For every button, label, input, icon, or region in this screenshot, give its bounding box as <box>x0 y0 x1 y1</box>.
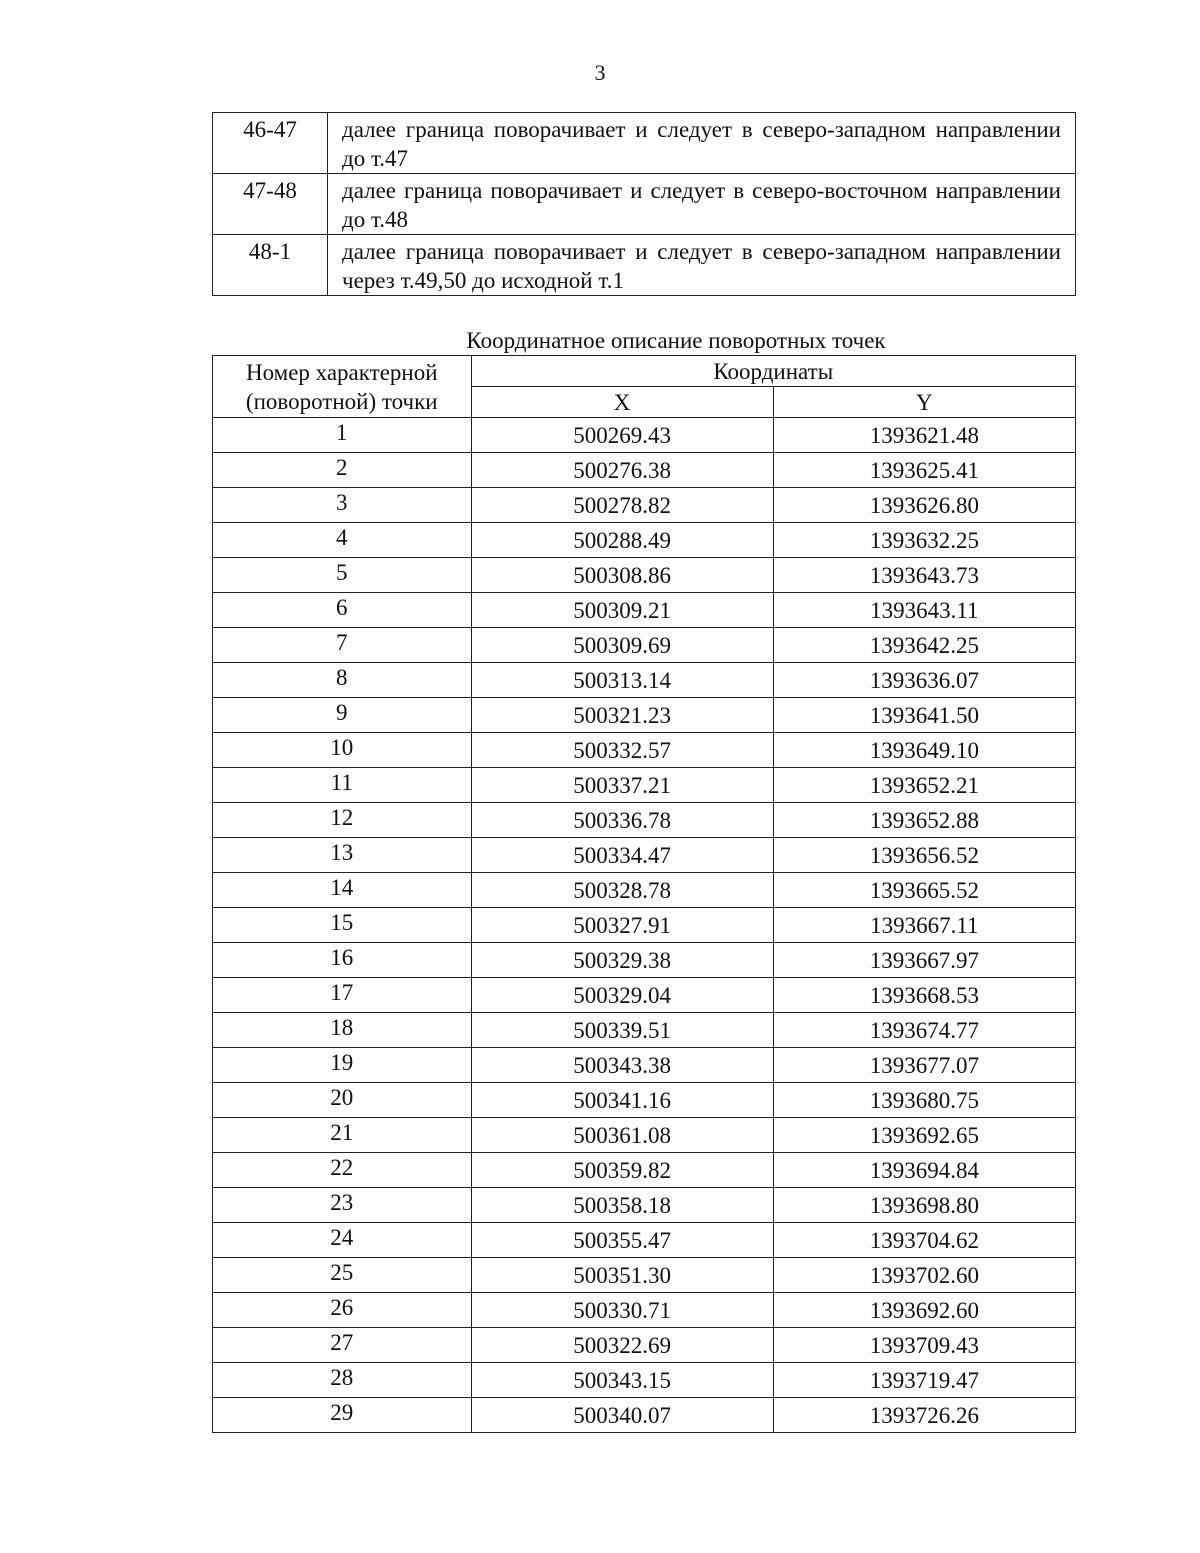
x-coordinate-cell: 500351.30 <box>471 1258 773 1293</box>
x-coordinate-cell: 500339.51 <box>471 1013 773 1048</box>
y-coordinate-cell: 1393680.75 <box>773 1083 1075 1118</box>
coordinate-row <box>213 1398 1076 1433</box>
coordinate-row <box>213 663 1076 698</box>
boundary-row <box>213 113 1076 174</box>
point-number-cell: 11 <box>213 768 472 803</box>
x-coordinate-cell: 500343.15 <box>471 1363 773 1398</box>
y-column-header: Y <box>773 387 1075 418</box>
point-number-cell: 18 <box>213 1013 472 1048</box>
coordinate-row <box>213 803 1076 838</box>
coordinate-row <box>213 418 1076 453</box>
coordinate-row <box>213 1188 1076 1223</box>
x-column-header: X <box>471 387 773 418</box>
y-coordinate-cell: 1393649.10 <box>773 733 1075 768</box>
coordinate-row <box>213 768 1076 803</box>
point-number-cell: 3 <box>213 488 472 523</box>
x-coordinate-cell: 500328.78 <box>471 873 773 908</box>
boundary-segment: 46-47 <box>213 113 328 174</box>
y-coordinate-cell: 1393636.07 <box>773 663 1075 698</box>
x-coordinate-cell: 500332.57 <box>471 733 773 768</box>
coordinate-row <box>213 1258 1076 1293</box>
point-number-cell: 9 <box>213 698 472 733</box>
coordinate-row <box>213 593 1076 628</box>
y-coordinate-cell: 1393694.84 <box>773 1153 1075 1188</box>
y-coordinate-cell: 1393665.52 <box>773 873 1075 908</box>
point-number-cell: 6 <box>213 593 472 628</box>
point-number-cell: 8 <box>213 663 472 698</box>
y-coordinate-cell: 1393643.11 <box>773 593 1075 628</box>
x-coordinate-cell: 500361.08 <box>471 1118 773 1153</box>
x-coordinate-cell: 500329.38 <box>471 943 773 978</box>
coordinate-row <box>213 1118 1076 1153</box>
coordinate-row <box>213 1013 1076 1048</box>
point-number-cell: 29 <box>213 1398 472 1433</box>
y-coordinate-cell: 1393626.80 <box>773 488 1075 523</box>
x-coordinate-cell: 500341.16 <box>471 1083 773 1118</box>
point-number-cell: 12 <box>213 803 472 838</box>
coordinate-row <box>213 1363 1076 1398</box>
x-coordinate-cell: 500334.47 <box>471 838 773 873</box>
point-number-cell: 21 <box>213 1118 472 1153</box>
x-coordinate-cell: 500330.71 <box>471 1293 773 1328</box>
y-coordinate-cell: 1393652.21 <box>773 768 1075 803</box>
x-coordinate-cell: 500322.69 <box>471 1328 773 1363</box>
point-number-cell: 25 <box>213 1258 472 1293</box>
boundary-row <box>213 174 1076 235</box>
coordinate-row <box>213 558 1076 593</box>
coordinate-row <box>213 1328 1076 1363</box>
x-coordinate-cell: 500309.69 <box>471 628 773 663</box>
coordinate-row <box>213 1153 1076 1188</box>
point-number-cell: 27 <box>213 1328 472 1363</box>
point-number-cell: 2 <box>213 453 472 488</box>
coordinate-row <box>213 1223 1076 1258</box>
point-number-cell: 17 <box>213 978 472 1013</box>
coordinates-group-header: Координаты <box>471 356 1076 387</box>
x-coordinate-cell: 500288.49 <box>471 523 773 558</box>
x-coordinate-cell: 500327.91 <box>471 908 773 943</box>
point-number-header-line2: (поворотной) точки <box>245 388 438 414</box>
y-coordinate-cell: 1393692.60 <box>773 1293 1075 1328</box>
point-number-cell: 23 <box>213 1188 472 1223</box>
coordinate-row <box>213 628 1076 663</box>
x-coordinate-cell: 500269.43 <box>471 418 773 453</box>
y-coordinate-cell: 1393692.65 <box>773 1118 1075 1153</box>
coordinate-row <box>213 453 1076 488</box>
boundary-segment: 48-1 <box>213 235 328 296</box>
point-number-cell: 14 <box>213 873 472 908</box>
boundary-description-table <box>212 112 1076 296</box>
coordinate-row <box>213 1293 1076 1328</box>
coordinate-row <box>213 873 1076 908</box>
point-number-cell: 10 <box>213 733 472 768</box>
coordinate-row <box>213 838 1076 873</box>
y-coordinate-cell: 1393702.60 <box>773 1258 1075 1293</box>
y-coordinate-cell: 1393704.62 <box>773 1223 1075 1258</box>
point-number-cell: 13 <box>213 838 472 873</box>
boundary-row <box>213 235 1076 296</box>
y-coordinate-cell: 1393698.80 <box>773 1188 1075 1223</box>
y-coordinate-cell: 1393625.41 <box>773 453 1075 488</box>
y-coordinate-cell: 1393709.43 <box>773 1328 1075 1363</box>
point-number-cell: 28 <box>213 1363 472 1398</box>
y-coordinate-cell: 1393668.53 <box>773 978 1075 1013</box>
x-coordinate-cell: 500321.23 <box>471 698 773 733</box>
x-coordinate-cell: 500358.18 <box>471 1188 773 1223</box>
coordinates-table <box>212 355 1076 1433</box>
y-coordinate-cell: 1393641.50 <box>773 698 1075 733</box>
y-coordinate-cell: 1393677.07 <box>773 1048 1075 1083</box>
point-number-cell: 4 <box>213 523 472 558</box>
point-number-cell: 26 <box>213 1293 472 1328</box>
point-number-cell: 16 <box>213 943 472 978</box>
x-coordinate-cell: 500329.04 <box>471 978 773 1013</box>
x-coordinate-cell: 500308.86 <box>471 558 773 593</box>
y-coordinate-cell: 1393674.77 <box>773 1013 1075 1048</box>
x-coordinate-cell: 500278.82 <box>471 488 773 523</box>
y-coordinate-cell: 1393652.88 <box>773 803 1075 838</box>
point-number-cell: 19 <box>213 1048 472 1083</box>
y-coordinate-cell: 1393632.25 <box>773 523 1075 558</box>
y-coordinate-cell: 1393642.25 <box>773 628 1075 663</box>
boundary-description: далее граница поворачивает и следует в северо-западном направлении через т.49,50 до исходной т.1 <box>328 235 1076 296</box>
point-number-cell: 22 <box>213 1153 472 1188</box>
coordinate-row <box>213 978 1076 1013</box>
x-coordinate-cell: 500355.47 <box>471 1223 773 1258</box>
x-coordinate-cell: 500337.21 <box>471 768 773 803</box>
point-number-cell: 1 <box>213 418 472 453</box>
point-number-header <box>213 356 472 418</box>
coordinate-row <box>213 1048 1076 1083</box>
page-number: 3 <box>594 60 606 85</box>
boundary-description: далее граница поворачивает и следует в северо-западном направлении до т.47 <box>328 113 1076 174</box>
y-coordinate-cell: 1393719.47 <box>773 1363 1075 1398</box>
x-coordinate-cell: 500313.14 <box>471 663 773 698</box>
x-coordinate-cell: 500359.82 <box>471 1153 773 1188</box>
point-number-cell: 15 <box>213 908 472 943</box>
y-coordinate-cell: 1393726.26 <box>773 1398 1075 1433</box>
coordinate-row <box>213 488 1076 523</box>
x-coordinate-cell: 500336.78 <box>471 803 773 838</box>
y-coordinate-cell: 1393667.11 <box>773 908 1075 943</box>
coordinate-row <box>213 1083 1076 1118</box>
boundary-description: далее граница поворачивает и следует в северо-восточном направлении до т.48 <box>328 174 1076 235</box>
coordinates-header-row <box>213 356 1076 387</box>
y-coordinate-cell: 1393621.48 <box>773 418 1075 453</box>
point-number-cell: 7 <box>213 628 472 663</box>
x-coordinate-cell: 500343.38 <box>471 1048 773 1083</box>
coordinate-row <box>213 943 1076 978</box>
y-coordinate-cell: 1393656.52 <box>773 838 1075 873</box>
y-coordinate-cell: 1393667.97 <box>773 943 1075 978</box>
point-number-cell: 24 <box>213 1223 472 1258</box>
coordinate-row <box>213 523 1076 558</box>
point-number-cell: 5 <box>213 558 472 593</box>
point-number-header-line1: Номер характерной <box>245 359 438 385</box>
boundary-segment: 47-48 <box>213 174 328 235</box>
point-number-cell: 20 <box>213 1083 472 1118</box>
y-coordinate-cell: 1393643.73 <box>773 558 1075 593</box>
coordinate-row <box>213 733 1076 768</box>
x-coordinate-cell: 500340.07 <box>471 1398 773 1433</box>
coordinate-row <box>213 908 1076 943</box>
coordinate-row <box>213 698 1076 733</box>
x-coordinate-cell: 500276.38 <box>471 453 773 488</box>
x-coordinate-cell: 500309.21 <box>471 593 773 628</box>
coordinates-table-title: Координатное описание поворотных точек <box>466 328 886 353</box>
